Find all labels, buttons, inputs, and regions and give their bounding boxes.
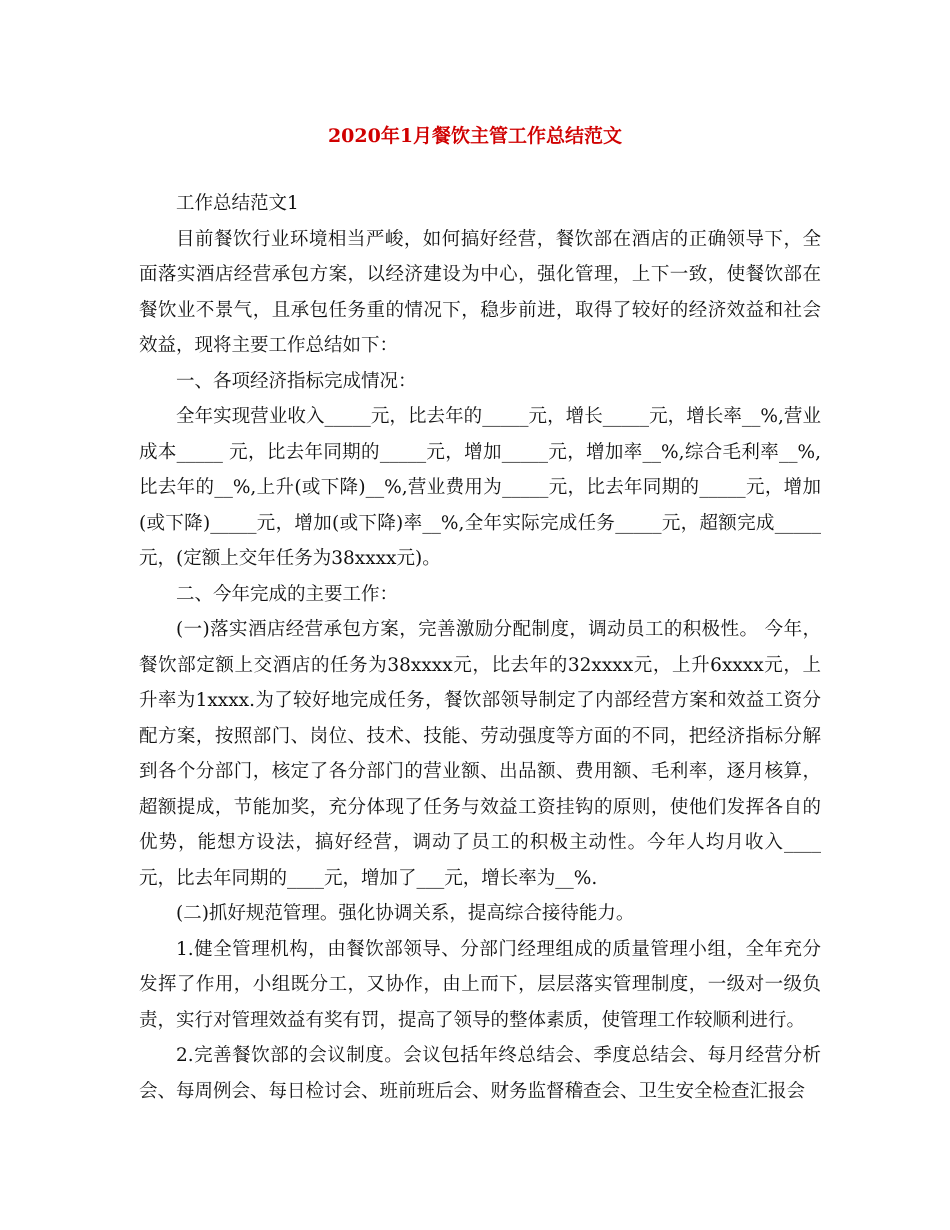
- section-heading: 工作总结范文1: [176, 193, 299, 214]
- section-heading: (二)抓好规范管理。强化协调关系，提高综合接待能力。: [176, 903, 635, 924]
- body-paragraph: 全年实现营业收入_____元，比去年的_____元，增长_____元，增长率__%,营业成本_____ 元，比去年同期的_____元，增加_____元，增加率__%,综合毛利率__%,比去年的__%,上升(或下降)__%,营业费用为_____元，比去年同期的_____元，增加(或下降)_____元，增加(或下降)率__%,全年实际完成任务_____元，超额完成_____元，(定额上交年任务为38xxxx元)。: [139, 406, 821, 569]
- body-paragraph: 2.完善餐饮部的会议制度。会议包括年终总结会、季度总结会、每月经营分析会、每周例会、每日检讨会、班前班后会、财务监督稽查会、卫生安全检查汇报会: [139, 1045, 821, 1102]
- body-paragraph: 1.健全管理机构，由餐饮部领导、分部门经理组成的质量管理小组，全年充分发挥了作用，小组既分工，又协作，由上而下，层层落实管理制度，一级对一级负责，实行对管理效益有奖有罚，提高了领导的整体素质，使管理工作较顺利进行。: [139, 938, 821, 1031]
- section-heading: 一、各项经济指标完成情况：: [176, 370, 417, 392]
- document-title: 2020年1月餐饮主管工作总结范文: [327, 125, 623, 147]
- section-heading: 二、今年完成的主要工作：: [176, 583, 399, 605]
- body-paragraph: (一)落实酒店经营承包方案，完善激励分配制度，调动员工的积极性。 今年，餐饮部定额上交酒店的任务为38xxxx元，比去年的32xxxx元，上升6xxxx元，上升率为1xxxx.为了较好地完成任务，餐饮部领导制定了内部经营方案和效益工资分配方案，按照部门、岗位、技术、技能、劳动强度等方面的不同，把经济指标分解到各个分部门，核定了各分部门的营业额、出品额、费用额、毛利率，逐月核算，超额提成，节能加奖，充分体现了任务与效益工资挂钩的原则，使他们发挥各自的优势，能想方设法，搞好经营，调动了员工的积极主动性。今年人均月收入____元，比去年同期的____元，增加了___元，增长率为__%.: [139, 619, 821, 889]
- document-body: [139, 186, 821, 1109]
- body-paragraph: 目前餐饮行业环境相当严峻，如何搞好经营，餐饮部在酒店的正确领导下，全面落实酒店经营承包方案，以经济建设为中心，强化管理，上下一致，使餐饮部在餐饮业不景气，且承包任务重的情况下，稳步前进，取得了较好的经济效益和社会效益，现将主要工作总结如下：: [139, 228, 821, 356]
